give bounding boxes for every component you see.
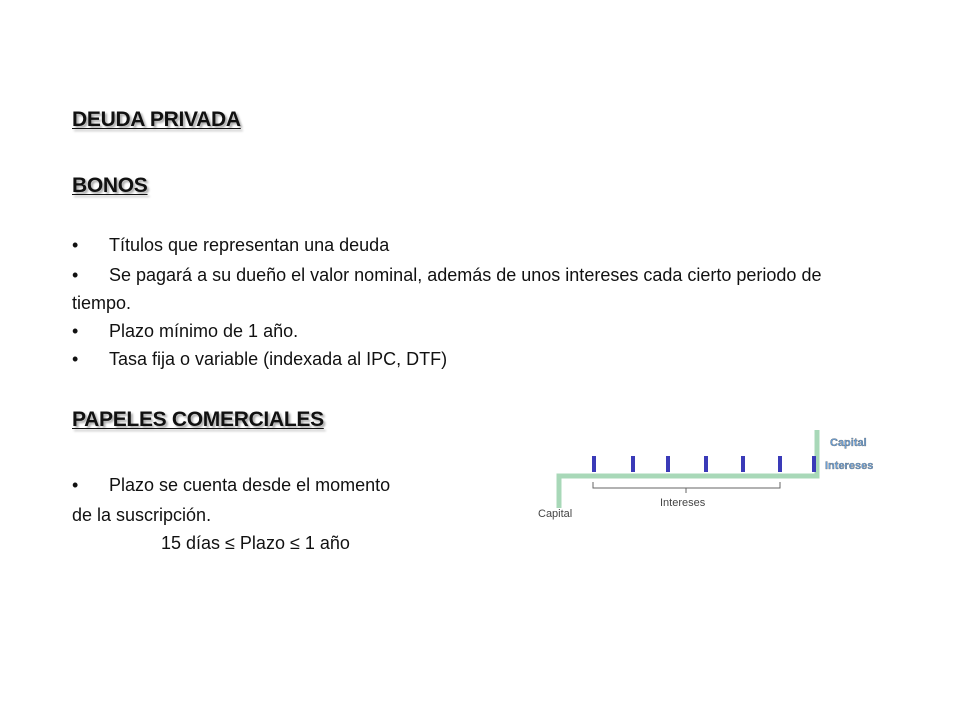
section-heading-papeles: PAPELES COMERCIALES (72, 408, 324, 431)
bullet-text: Tasa fija o variable (indexada al IPC, DTF) (109, 349, 448, 369)
bullet-text: Títulos que representan una deuda (109, 235, 390, 255)
bullet-icon: • (72, 321, 79, 341)
bullet-continuation: de la suscripción. (72, 505, 212, 525)
bullet-icon: • (72, 349, 79, 369)
bullet-item (72, 473, 390, 497)
bullet-text: Se pagará a su dueño el valor nominal, además de unos intereses cada cierto periodo de (109, 265, 822, 285)
term-range: 15 días ≤ Plazo ≤ 1 año (161, 533, 350, 553)
legend-capital: Capital (830, 437, 867, 449)
label-intereses: Intereses (660, 497, 706, 509)
bullet-text: Plazo mínimo de 1 año. (109, 321, 299, 341)
legend-intereses: Intereses (825, 460, 874, 472)
bullet-icon: • (72, 235, 79, 255)
bullet-icon: • (72, 265, 79, 285)
bullet-text: Plazo se cuenta desde el momento (109, 475, 391, 495)
bullet-item (72, 347, 447, 371)
bullet-icon: • (72, 475, 79, 495)
bullet-continuation: tiempo. (72, 293, 132, 313)
cash-flow-diagram (520, 420, 900, 530)
section-heading-bonos: BONOS (72, 174, 148, 197)
bullet-item (72, 233, 389, 257)
bullet-item (72, 263, 821, 287)
bullet-item (72, 319, 298, 343)
page-title: DEUDA PRIVADA (72, 108, 241, 131)
interest-bracket (593, 482, 780, 493)
label-capital: Capital (538, 508, 573, 520)
